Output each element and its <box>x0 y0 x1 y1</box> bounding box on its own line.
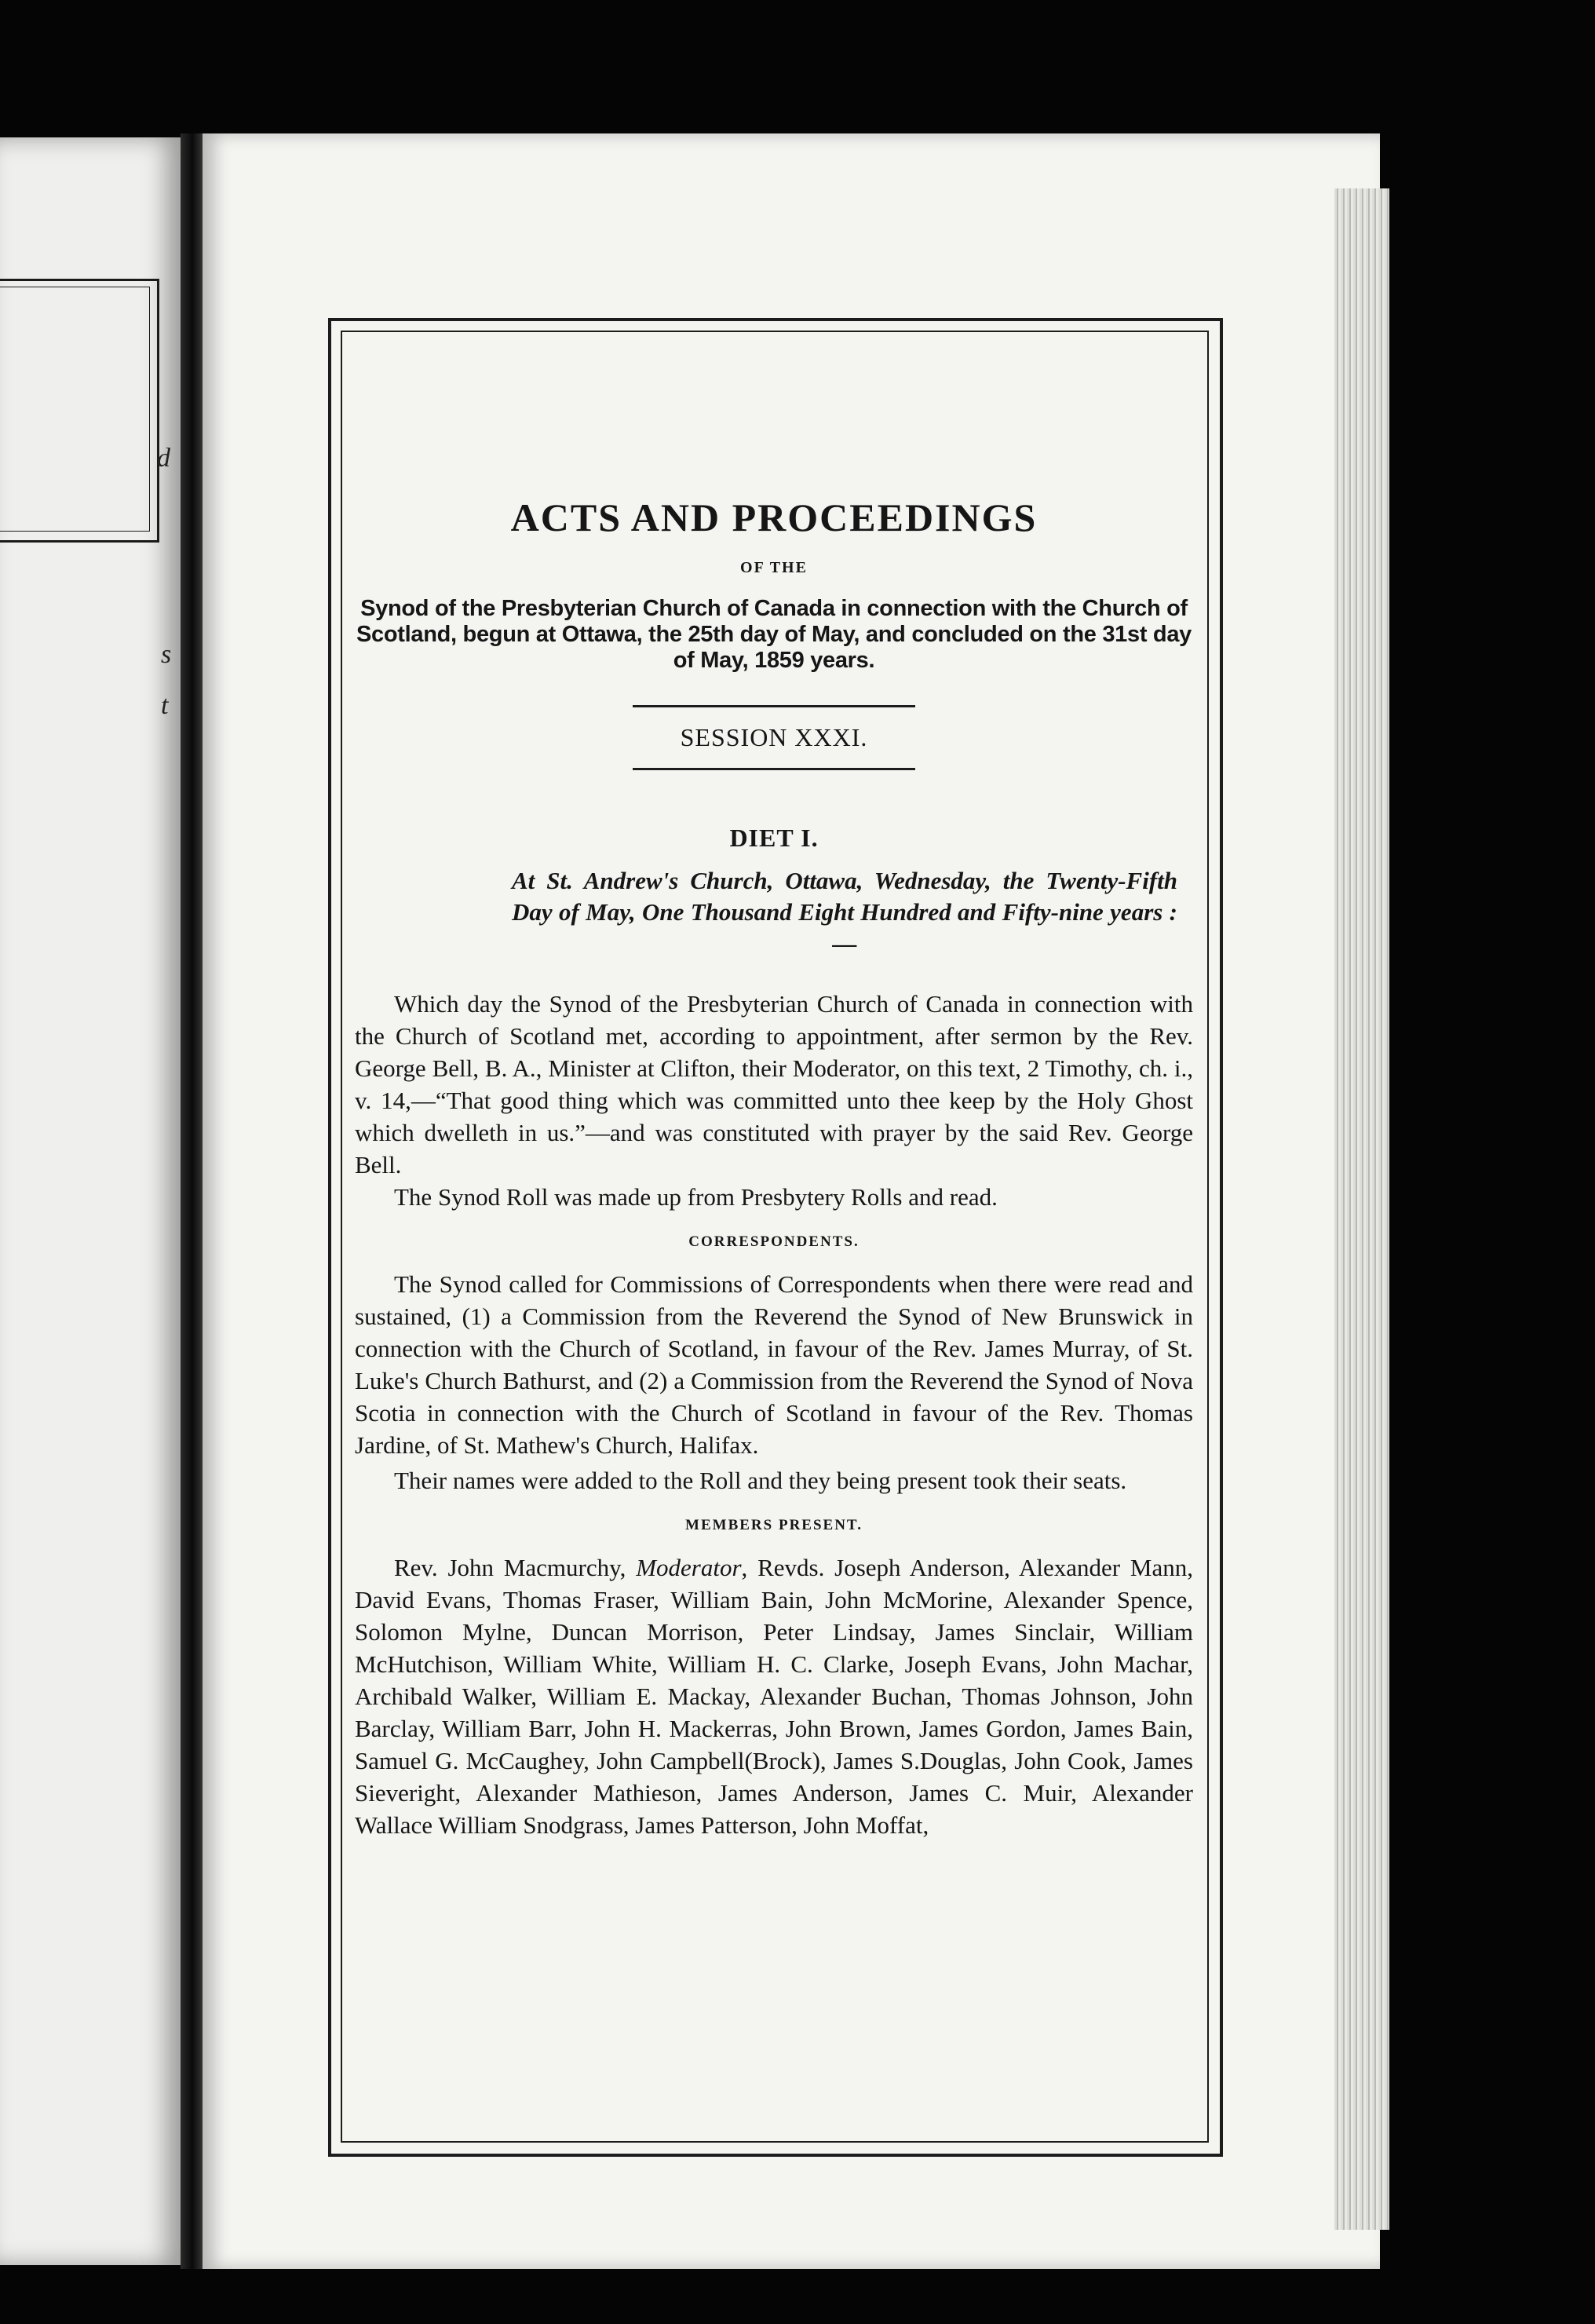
members-prefix: Rev. John Macmurchy, <box>394 1554 637 1581</box>
body-paragraph: Which day the Synod of the Presbyterian Church of Canada in connection with the Church of Scotland met, according to appointment, after sermon by the Rev. George Bell, B. A., Minister at Clifton, their Moderator, on this text, 2 Timothy, ch. i., v. 14,—“That good thing which was committed unto thee keep by the Holy Ghost which dwelleth in us.”—and was constituted with prayer by the said Rev. George Bell. <box>355 990 1193 1178</box>
session-title: SESSION XXXI. <box>680 723 868 751</box>
diet-place-date: At St. Andrew's Church, Ottawa, Wednesday, the Twenty-Fifth Day of May, One Thousand Eight Hundred and Fifty-nine years :— <box>512 867 1177 957</box>
divider <box>633 768 915 770</box>
moderator-label: Moderator <box>636 1554 742 1581</box>
left-page-fragment: t <box>161 691 169 720</box>
divider <box>633 705 915 707</box>
book-gutter <box>181 133 204 2269</box>
of-the-label: OF THE <box>740 559 808 576</box>
section-heading-correspondents: CORRESPONDENTS. <box>688 1233 860 1250</box>
left-page-edge <box>0 137 181 2265</box>
page-content <box>355 330 1193 1841</box>
members-names: , Revds. Joseph Anderson, Alexander Mann, David Evans, Thomas Fraser, William Bain, John McMorine, Alexander Spence, Solomon Mylne, Duncan Morrison, Peter Lindsay, James Sinclair, William McHutchison, William White, William H. C. Clarke, Joseph Evans, John Machar, Archibald Walker, William E. Mackay, Alexander Buchan, Thomas Johnson, John Barclay, William Barr, John H. Mackerras, John Brown, James Gordon, James Bain, Samuel G. McCaughey, John Campbell(Brock), James S.Douglas, John Cook, James Sieveright, Alexander Mathieson, James Anderson, James C. Muir, Alexander Wallace William Snodgrass, James Patterson, John Moffat, <box>355 1554 1193 1839</box>
body-paragraph: Their names were added to the Roll and they being present took their seats. <box>394 1467 1127 1494</box>
left-page-fragment: s <box>161 640 172 669</box>
page-title: ACTS AND PROCEEDINGS <box>510 495 1038 539</box>
diet-title: DIET I. <box>729 824 819 852</box>
synod-heading: Synod of the Presbyterian Church of Canada in connection with the Church of Scotland, begun at Ottawa, the 25th day of May, and concluded on the 31st day of May, 1859 years. <box>356 596 1192 673</box>
body-paragraph: The Synod called for Commissions of Correspondents when there were read and sustained, (1) a Commission from the Reverend the Synod of New Brunswick in connection with the Church of Scotland, in favour of the Rev. James Murray, of St. Luke's Church Bathurst, and (2) a Commission from the Reverend the Synod of Nova Scotia in connection with the Church of Scotland in favour of the Rev. Thomas Jardine, of St. Mathew's Church, Halifax. <box>355 1270 1193 1459</box>
body-paragraph: The Synod Roll was made up from Presbytery Rolls and read. <box>394 1183 998 1211</box>
page-stack-edge <box>1334 188 1389 2230</box>
members-list <box>355 1551 1193 1841</box>
left-page-fragment: d <box>157 444 170 473</box>
left-page-inner-border <box>0 287 150 532</box>
section-heading-members: MEMBERS PRESENT. <box>685 1517 863 1533</box>
